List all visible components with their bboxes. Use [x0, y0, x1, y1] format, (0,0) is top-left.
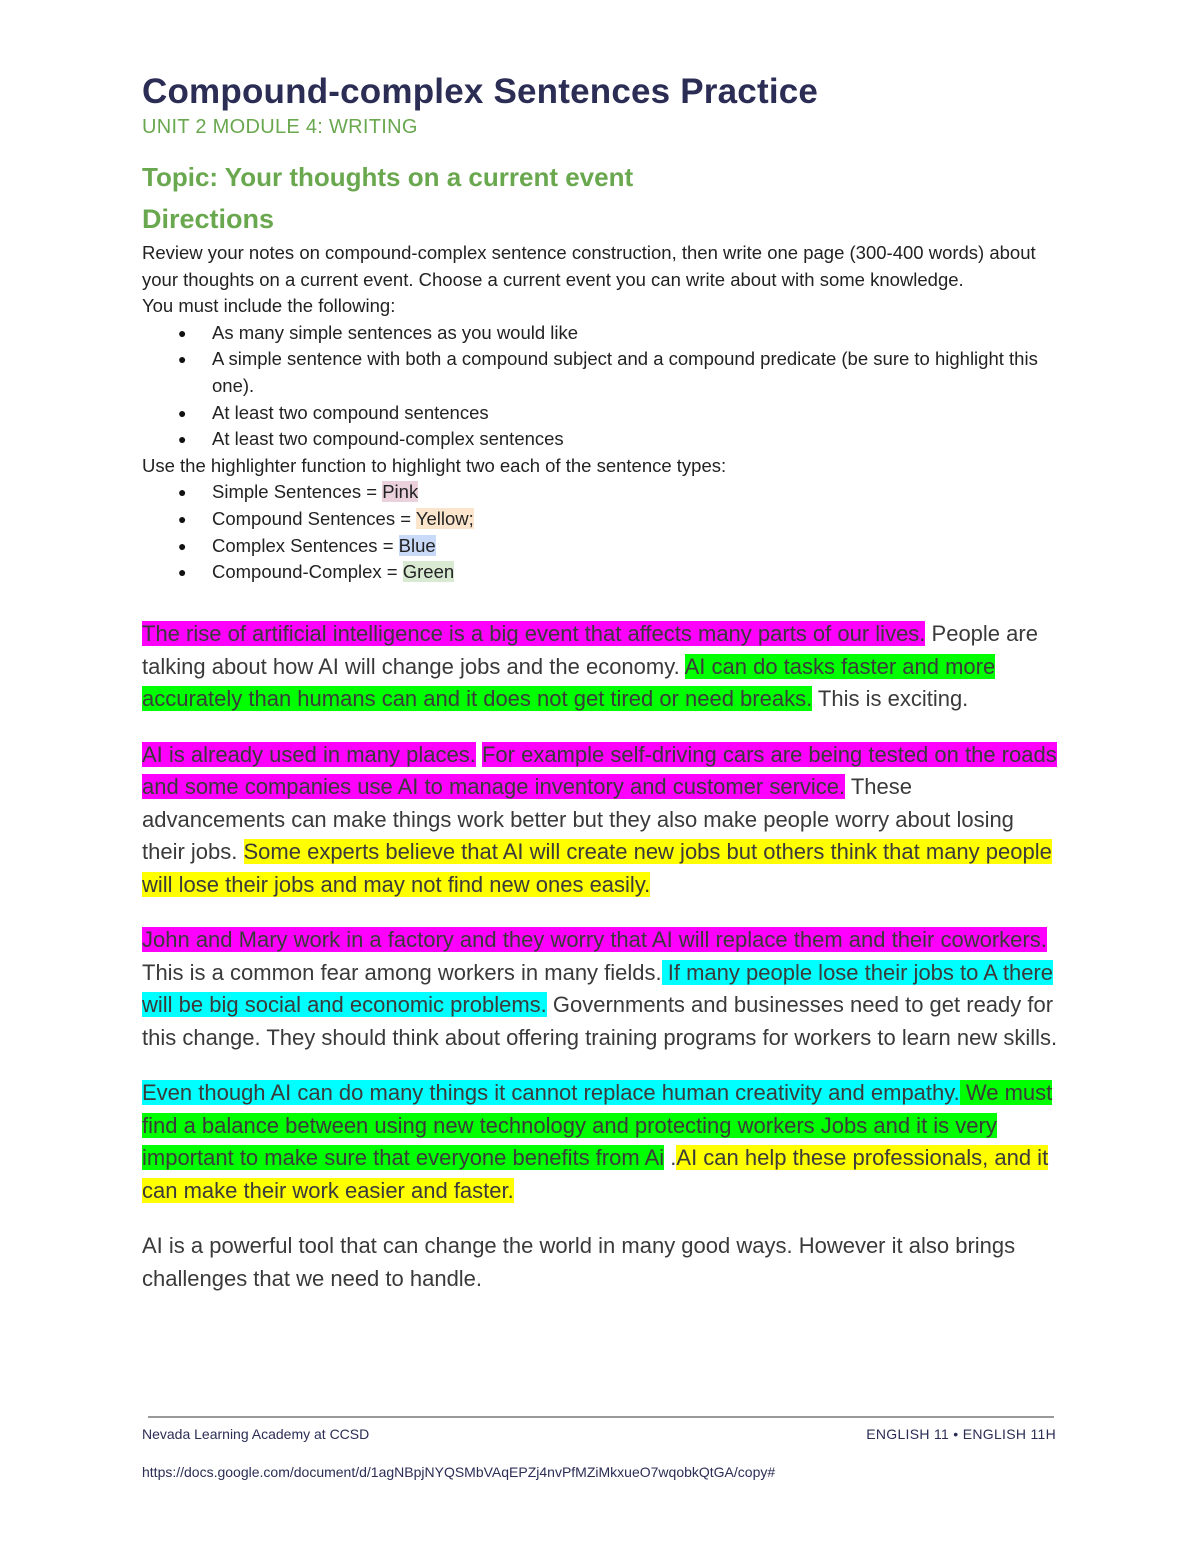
essay-paragraph-5 [142, 1230, 1060, 1295]
bullet-icon: ● [178, 324, 187, 341]
sentence-highlight: If many people lose their jobs to A there will be big social and economic problems. [142, 959, 1053, 1017]
sentence-highlight: John and Mary work in a factory and they worry that AI will replace them and their coworkers. [142, 927, 1047, 952]
footer-url-link[interactable]: https://docs.google.com/document/d/1agNBpjNYQSMbVAqEPZj4nvPfMZiMkxueO7wqobkQtGA/copy# [142, 1464, 776, 1480]
sentence-highlight: AI can help these professionals, and it can make their work easier and faster. [142, 1145, 1049, 1203]
page-subtitle: UNIT 2 MODULE 4: WRITING [142, 116, 418, 138]
bullet-icon: ● [178, 404, 187, 421]
bullet-icon: ● [178, 431, 187, 448]
color-key-yellow: Yellow; [415, 507, 474, 529]
essay-body[interactable] [142, 618, 1060, 1318]
sentence: . [664, 1145, 677, 1170]
sentence: People are talking about how AI will change jobs and the economy. [142, 621, 1038, 679]
include-label: You must include the following: [142, 295, 396, 317]
list-item: ● At least two compound sentences [212, 400, 1060, 427]
essay-paragraph-1 [142, 618, 1060, 716]
bullet-icon: ● [178, 484, 187, 501]
highlight-label: Use the highlighter function to highlight two each of the sentence types: [142, 454, 727, 476]
highlight-key-item: ● Compound Sentences = Yellow; [212, 506, 1060, 533]
sentence-highlight: Even though AI can do many things it cannot replace human creativity and empathy. [142, 1080, 960, 1105]
highlight-key-item: ● Compound-Complex = Green [212, 559, 1060, 586]
essay-paragraph-4 [142, 1077, 1060, 1207]
color-key-green: Green [402, 561, 455, 583]
sentence-highlight: AI can do tasks faster and more accurately than humans can and it does not get tired or need breaks. [142, 653, 996, 711]
sentence-highlight: We must find a balance between using new technology and protecting workers Jobs [142, 1080, 1053, 1138]
color-key-pink: Pink [382, 481, 419, 503]
directions-intro: Review your notes on compound-complex sentence construction, then write one page (300-400 words) about your thoughts on a current event. Choose a current event you can write about with some knowledge. [142, 242, 1036, 290]
highlight-key-item: ● Complex Sentences = Blue [212, 533, 1060, 560]
sentence: These advancements can make things work better but they also make people worry about losing their jobs. [142, 774, 1014, 864]
sentence-highlight: The rise of artificial intelligence is a big event that affects many parts of our lives. [142, 621, 926, 646]
highlight-key-item: ● Simple Sentences = Pink [212, 479, 1060, 506]
essay-paragraph-2 [142, 739, 1060, 902]
bullet-icon: ● [178, 510, 187, 527]
footer-school: Nevada Learning Academy at CCSD [142, 1426, 370, 1442]
directions-body [142, 240, 1060, 586]
topic-heading: Topic: Your thoughts on a current event [142, 162, 634, 192]
bullet-icon: ● [178, 351, 187, 368]
sentence-highlight: Some experts believe that AI will create new jobs but others think that many people will lose their jobs and may not find new ones easily. [142, 839, 1052, 897]
sentence: AI is a powerful tool that can change the world in many good ways. However it also brings challenges that we need to handle. [142, 1233, 1016, 1291]
sentence: This is a common fear among workers in many fields. [142, 959, 662, 985]
bullet-icon: ● [178, 564, 187, 581]
footer-divider [148, 1416, 1054, 1418]
sentence-highlight: AI is already used in many places. [142, 741, 476, 767]
sentence: Governments and businesses need to get ready for this change. They should think about offering training programs for workers to learn new skills. [142, 992, 1058, 1050]
requirements-list [142, 320, 1060, 453]
list-item: ● At least two compound-complex sentences [212, 426, 1060, 453]
sentence-highlight: and it is very important to make sure that everyone benefits from Ai [142, 1112, 997, 1170]
list-item: ● A simple sentence with both a compound subject and a compound predicate (be sure to highlight this one). [178, 348, 1038, 396]
sentence-highlight: For example self-driving cars are being tested on the roads and some companies use AI to manage inventory and customer service. [142, 741, 1057, 799]
bullet-icon: ● [178, 537, 187, 554]
footer-course: ENGLISH 11 • ENGLISH 11H [866, 1426, 1056, 1442]
highlight-key-list [142, 479, 1060, 585]
color-key-blue: Blue [398, 534, 436, 556]
list-item: ● As many simple sentences as you would like [212, 320, 1060, 347]
essay-paragraph-3 [142, 924, 1060, 1054]
sentence: This is exciting. [812, 686, 969, 711]
directions-heading: Directions [142, 204, 275, 234]
page-title: Compound-complex Sentences Practice [142, 72, 819, 111]
